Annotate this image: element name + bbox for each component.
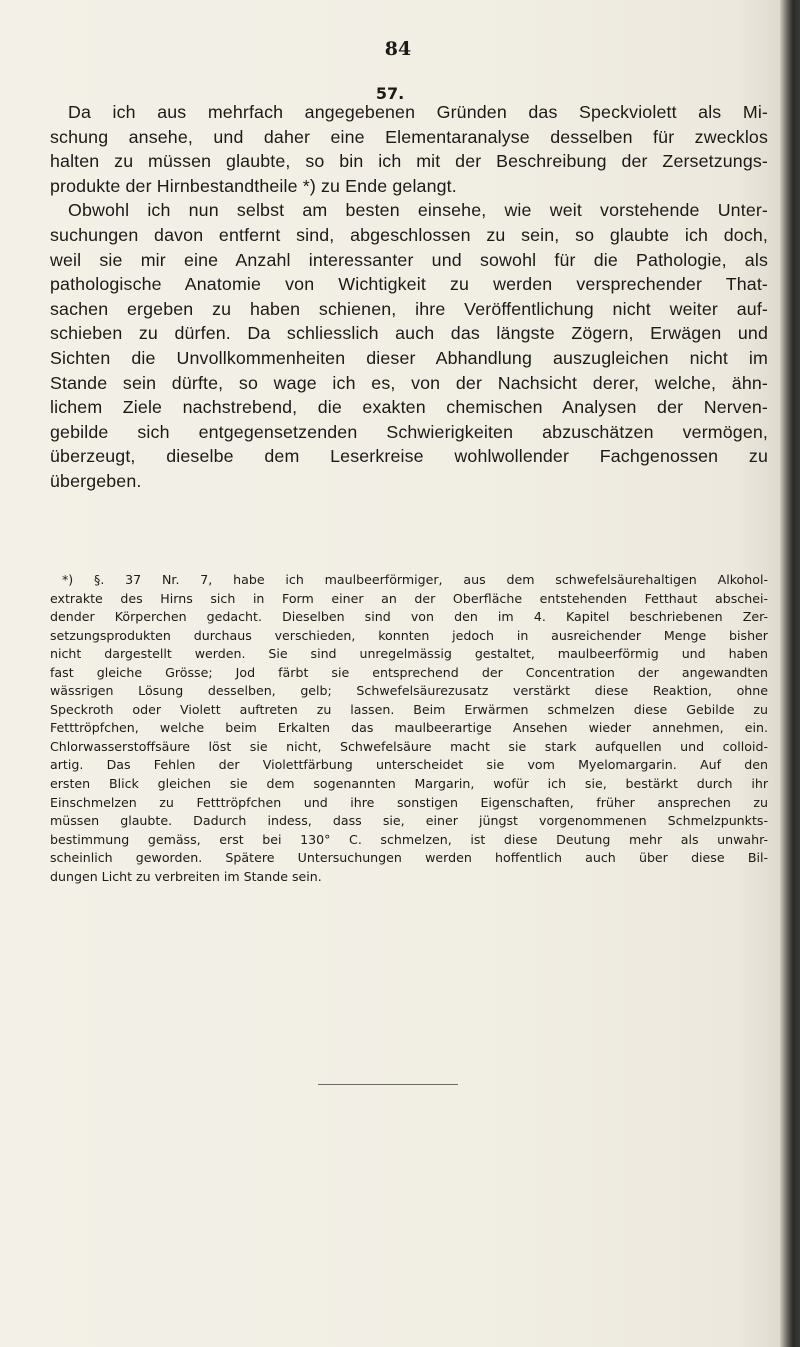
footnote-line: wässrigen Lösung desselben, gelb; Schwefelsäurezusatz verstärkt diese Reaktion, ohne — [50, 683, 768, 699]
paragraph-1 — [50, 100, 768, 198]
divider-rule — [318, 1084, 458, 1085]
text-line: Da ich aus mehrfach angegebenen Gründen das Speckviolett als Mi- — [68, 102, 768, 122]
text-line: Stande sein dürfte, so wage ich es, von der Nachsicht derer, welche, ähn- — [50, 372, 768, 393]
text-line: weil sie mir eine Anzahl interessanter und sowohl für die Pathologie, als — [50, 249, 768, 270]
text-line: Obwohl ich nun selbst am besten einsehe, wie weit vorstehende Unter- — [68, 200, 768, 221]
text-line: überzeugt, dieselbe dem Leserkreise wohlwollender Fachgenossen zu — [50, 446, 768, 467]
page-binding-edge — [780, 0, 800, 1347]
footnote-line: *) §. 37 Nr. 7, habe ich maulbeerförmiger, aus dem schwefelsäurehaltigen Alkohol- — [62, 572, 768, 587]
footnote-line: müssen glaubte. Dadurch indess, dass sie, einer jüngst vorgenommenen Schmelzpunkts- — [50, 813, 768, 829]
text-line: pathologische Anatomie von Wichtigkeit zu werden versprechender That- — [50, 274, 768, 295]
text-line: schung ansehe, und daher eine Elementaranalyse desselben für zwecklos — [50, 126, 768, 147]
footnote — [50, 571, 768, 886]
text-line: sachen ergeben zu haben schienen, ihre Veröffentlichung nicht weiter auf- — [50, 298, 768, 319]
footnote-line: Chlorwasserstoffsäure löst sie nicht, Schwefelsäure macht sie stark aufquellen und colloid- — [50, 738, 768, 754]
footnote-line: dender Körperchen gedacht. Dieselben sind von den im 4. Kapitel beschriebenen Zer- — [50, 609, 768, 625]
footnote-line: Fetttröpfchen, welche beim Erkalten das maulbeerartige Ansehen wieder annehmen, ein. — [50, 720, 768, 736]
footnote-line: dungen Licht zu verbreiten im Stande sein. — [50, 868, 322, 884]
footnote-line: Einschmelzen zu Fetttröpfchen und ihre sonstigen Eigenschaften, früher ansprechen zu — [50, 794, 768, 810]
text-line: lichem Ziele nachstrebend, die exakten chemischen Analysen der Nerven- — [50, 397, 768, 418]
text-line: Sichten die Unvollkommenheiten dieser Abhandlung auszugleichen nicht im — [50, 347, 768, 368]
footnote-line: nicht dargestellt werden. Sie sind unregelmässig gestaltet, maulbeerförmig und haben — [50, 646, 768, 662]
footnote-line: bestimmung gemäss, erst bei 130° C. schmelzen, ist diese Deutung mehr als unwahr- — [50, 831, 768, 847]
text-line: übergeben. — [50, 470, 142, 491]
page-number: 84 — [384, 38, 412, 60]
text-line: produkte der Hirnbestandtheile *) zu Ende gelangt. — [50, 175, 457, 196]
footnote-line: extrakte des Hirns sich in Form einer an der Oberfläche entstehenden Fetthaut abschei- — [50, 590, 768, 606]
footnote-line: Speckroth oder Violett auftreten zu lassen. Beim Erwärmen schmelzen diese Gebilde zu — [50, 701, 768, 717]
footnote-line: artig. Das Fehlen der Violettfärbung unterscheidet sie vom Myelomargarin. Auf den — [50, 757, 768, 773]
section-number: 57. — [375, 84, 405, 103]
text-line: gebilde sich entgegensetzenden Schwierigkeiten abzuschätzen vermögen, — [50, 421, 768, 442]
text-line: suchungen davon entfernt sind, abgeschlossen zu sein, so glaubte ich doch, — [50, 224, 768, 245]
footnote-line: fast gleiche Grösse; Jod färbt sie entsprechend der Concentration der angewandten — [50, 664, 768, 680]
footnote-line: ersten Blick gleichen sie dem sogenannten Margarin, wofür ich sie, bestärkt durch ihr — [50, 776, 768, 792]
footnote-line: setzungsprodukten durchaus verschieden, konnten jedoch in ausreichender Menge bisher — [50, 627, 768, 643]
main-text — [50, 100, 768, 494]
footnote-line: scheinlich geworden. Spätere Untersuchungen werden hoffentlich auch über diese Bil- — [50, 850, 768, 866]
text-line: schieben zu dürfen. Da schliesslich auch das längste Zögern, Erwägen und — [50, 323, 768, 344]
text-line: halten zu müssen glaubte, so bin ich mit der Beschreibung der Zersetzungs- — [50, 151, 768, 172]
paragraph-2 — [50, 198, 768, 493]
